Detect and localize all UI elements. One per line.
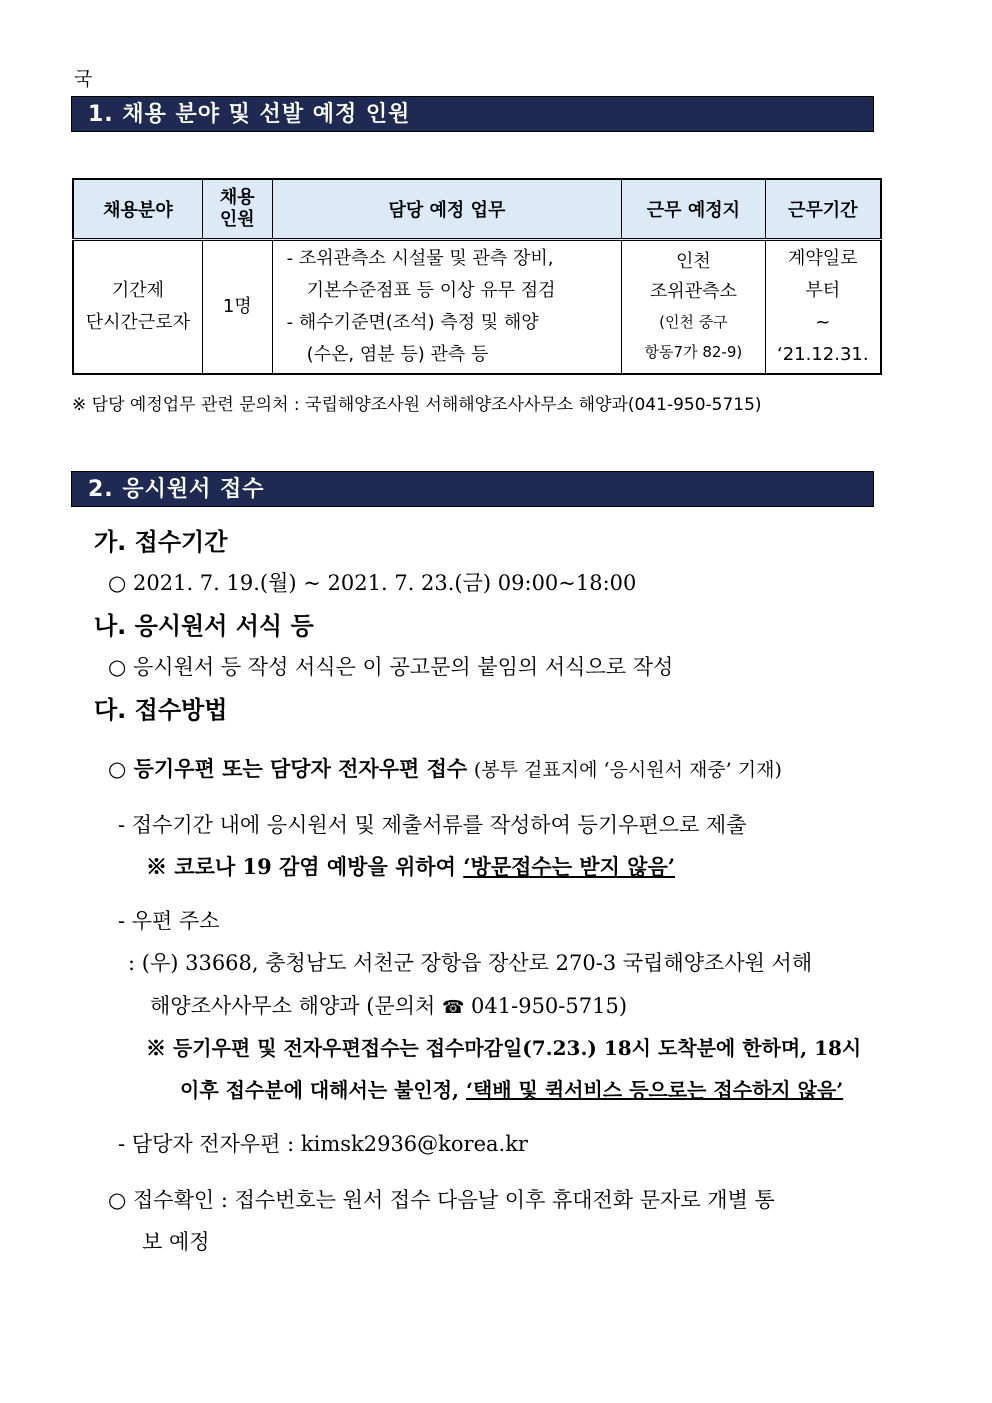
location-line2: 조위관측소: [649, 281, 737, 302]
address-line2: [150, 990, 627, 1020]
covid-note: [146, 851, 675, 881]
duty-line1: - 조위관측소 시설물 및 관측 장비,: [286, 248, 554, 269]
location-line1: 인천: [676, 251, 711, 272]
method-dash2: - 우편 주소: [118, 909, 220, 933]
table-row: [73, 240, 881, 375]
method-dash1: - 접수기간 내에 응시원서 및 제출서류를 작성하여 등기우편으로 제출: [118, 813, 747, 837]
cell-count: 1명: [202, 240, 272, 375]
header-count: [202, 179, 272, 240]
header-period: 근무기간: [765, 179, 881, 240]
deadline-note-line1: ※ 등기우편 및 전자우편접수는 접수마감일(7.23.) 18시 도착분에 한하며, 18시: [146, 1036, 862, 1060]
field-line2: 단시간근로자: [85, 312, 191, 333]
deadline-note-prefix: 이후 접수분에 대해서는 불인정,: [180, 1078, 466, 1102]
top-fragment: 국: [74, 68, 93, 90]
cell-period: [765, 240, 881, 375]
table-header-row: [73, 179, 881, 240]
form-line: ○ 응시원서 등 작성 서식은 이 공고문의 붙임의 서식으로 작성: [108, 655, 674, 679]
location-line3: (인천 중구: [659, 313, 728, 331]
period-line4: ‘21.12.31.: [776, 344, 869, 365]
method-bullet: [108, 753, 782, 783]
address-line1: : (우) 33668, 충청남도 서천군 장항읍 장산로 270-3 국립해양조사원 서해: [128, 951, 813, 975]
location-line4: 항동7가 82-9): [644, 343, 743, 361]
jobs-table: [72, 178, 882, 375]
cell-location: [622, 240, 765, 375]
section1-title: 1. 채용 분야 및 선발 예정 인원: [71, 96, 874, 132]
confirm-line2: 보 예정: [142, 1230, 210, 1254]
cell-duty: [272, 240, 622, 375]
method-bullet-rest: (봉투 겉표지에 ‘응시원서 재중’ 기재): [473, 759, 782, 781]
duty-line3: - 해수기준면(조석) 측정 및 해양: [286, 312, 539, 333]
period-line1: 계약일로: [788, 248, 858, 269]
subsection-a-title: 가. 접수기간: [94, 528, 228, 556]
address-line2-phone: 041-950-5715): [464, 994, 628, 1018]
contact-note: ※ 담당 예정업무 관련 문의처 : 국립해양조사원 서해해양조사사무소 해양과(041-950-5715): [72, 395, 762, 415]
address-line2-text: 해양조사사무소 해양과 (문의처: [150, 994, 442, 1018]
section2-title: 2. 응시원서 접수: [71, 471, 874, 507]
subsection-b-title: 나. 응시원서 서식 등: [94, 612, 314, 640]
phone-icon: ☎: [441, 997, 465, 1018]
subsection-c-title: 다. 접수방법: [94, 696, 228, 724]
covid-note-quote: ‘방문접수는 받지 않음’: [463, 854, 676, 879]
cell-field: [73, 240, 202, 375]
covid-note-prefix: ※ 코로나 19 감염 예방을 위하여: [146, 854, 464, 879]
period-line: ○ 2021. 7. 19.(월) ~ 2021. 7. 23.(금) 09:00~18:00: [108, 571, 637, 595]
method-bullet-bold: ○ 등기우편 또는 담당자 전자우편 접수: [108, 756, 468, 781]
period-line2: 부터: [805, 280, 841, 301]
field-line1: 기간제: [111, 280, 165, 301]
deadline-note-line2: [180, 1074, 843, 1103]
header-location: 근무 예정지: [622, 179, 765, 240]
header-count-text: 채용 인원: [219, 187, 255, 230]
email-line: - 담당자 전자우편 : kimsk2936@korea.kr: [118, 1132, 528, 1156]
header-field: 채용분야: [73, 179, 202, 240]
confirm-line1: ○ 접수확인 : 접수번호는 원서 접수 다음날 이후 휴대전화 문자로 개별 통: [108, 1188, 775, 1212]
deadline-note-quote: ‘택배 및 퀵서비스 등으로는 접수하지 않음’: [465, 1078, 844, 1102]
duty-line2: 기본수준점표 등 이상 유무 점검: [306, 280, 556, 301]
period-line3: ~: [815, 312, 831, 333]
duty-line4: (수온, 염분 등) 관측 등: [306, 344, 489, 365]
header-duty: 담당 예정 업무: [272, 179, 622, 240]
